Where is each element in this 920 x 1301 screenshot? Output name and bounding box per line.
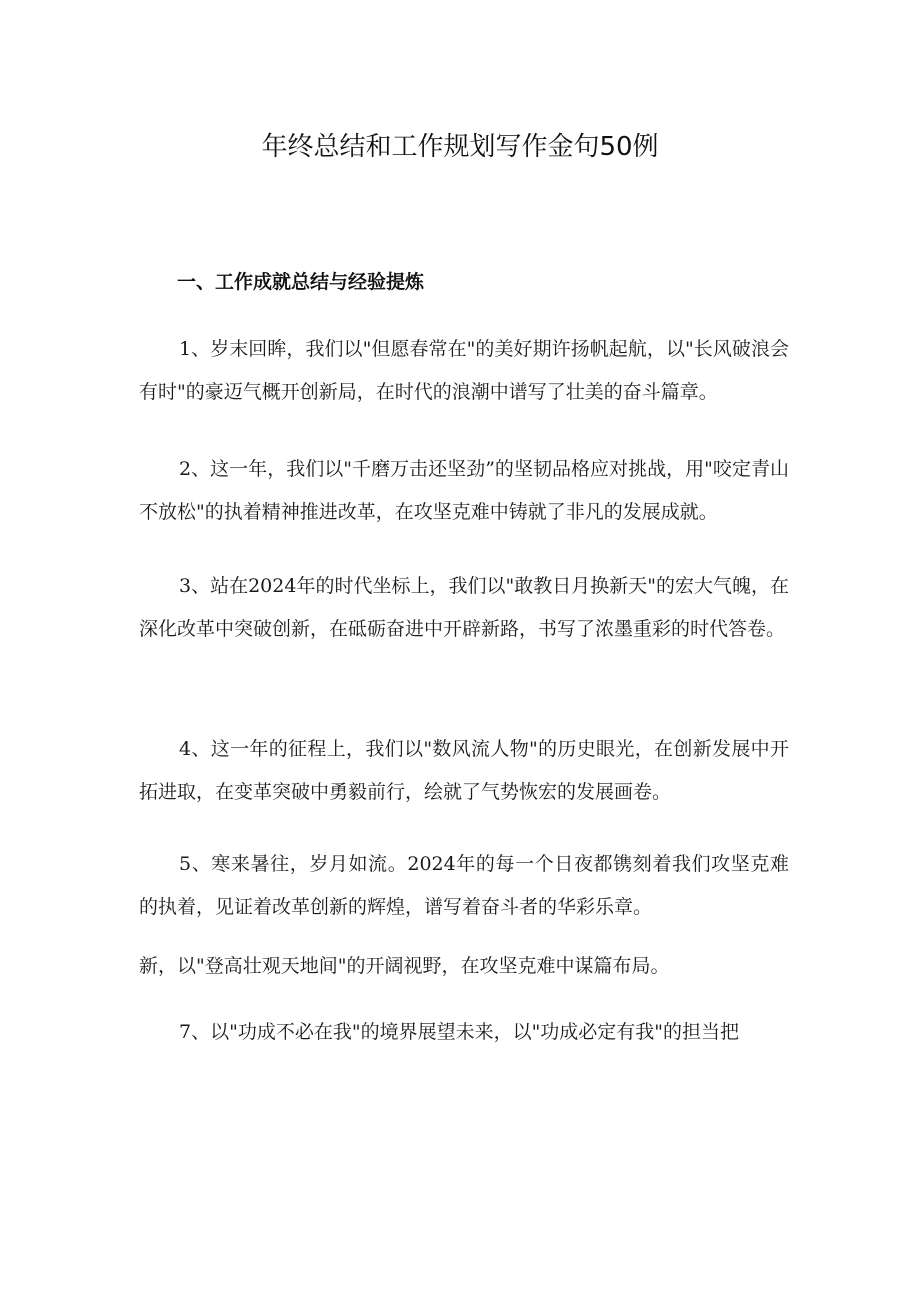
paragraph-2: 2、这一年，我们以"千磨万击还坚劲”的坚韧品格应对挑战，用"咬定青山不放松"的执着精神推进改革，在攻坚克难中铸就了非凡的发展成就。 [139,458,789,523]
paragraph-4: 4、这一年的征程上，我们以"数风流人物"的历史眼光，在创新发展中开拓进取，在变革突破中勇毅前行，绘就了气势恢宏的发展画卷。 [139,738,789,803]
paragraph-6-fragment: 新，以"登高壮观天地间"的开阔视野，在攻坚克难中谋篇布局。 [139,955,670,977]
section-heading: 一、工作成就总结与经验提炼 [177,271,425,293]
paragraph-3: 3、站在2024年的时代坐标上，我们以"敢教日月换新天"的宏大气魄，在深化改革中突破创新，在砥砺奋进中开辟新路，书写了浓墨重彩的时代答卷。 [139,575,789,640]
paragraph-5: 5、寒来暑往，岁月如流。2024年的每一个日夜都镌刻着我们攻坚克难的执着，见证着改革创新的辉煌，谱写着奋斗者的华彩乐章。 [139,853,789,918]
document-title: 年终总结和工作规划写作金句50例 [261,132,659,162]
paragraph-1: 1、岁末回眸，我们以"但愿春常在"的美好期许扬帆起航，以"长风破浪会有时"的豪迈气概开创新局，在时代的浪潮中谱写了壮美的奋斗篇章。 [139,338,789,403]
paragraph-7: 7、以"功成不必在我"的境界展望未来，以"功成必定有我"的担当把 [179,1021,740,1043]
